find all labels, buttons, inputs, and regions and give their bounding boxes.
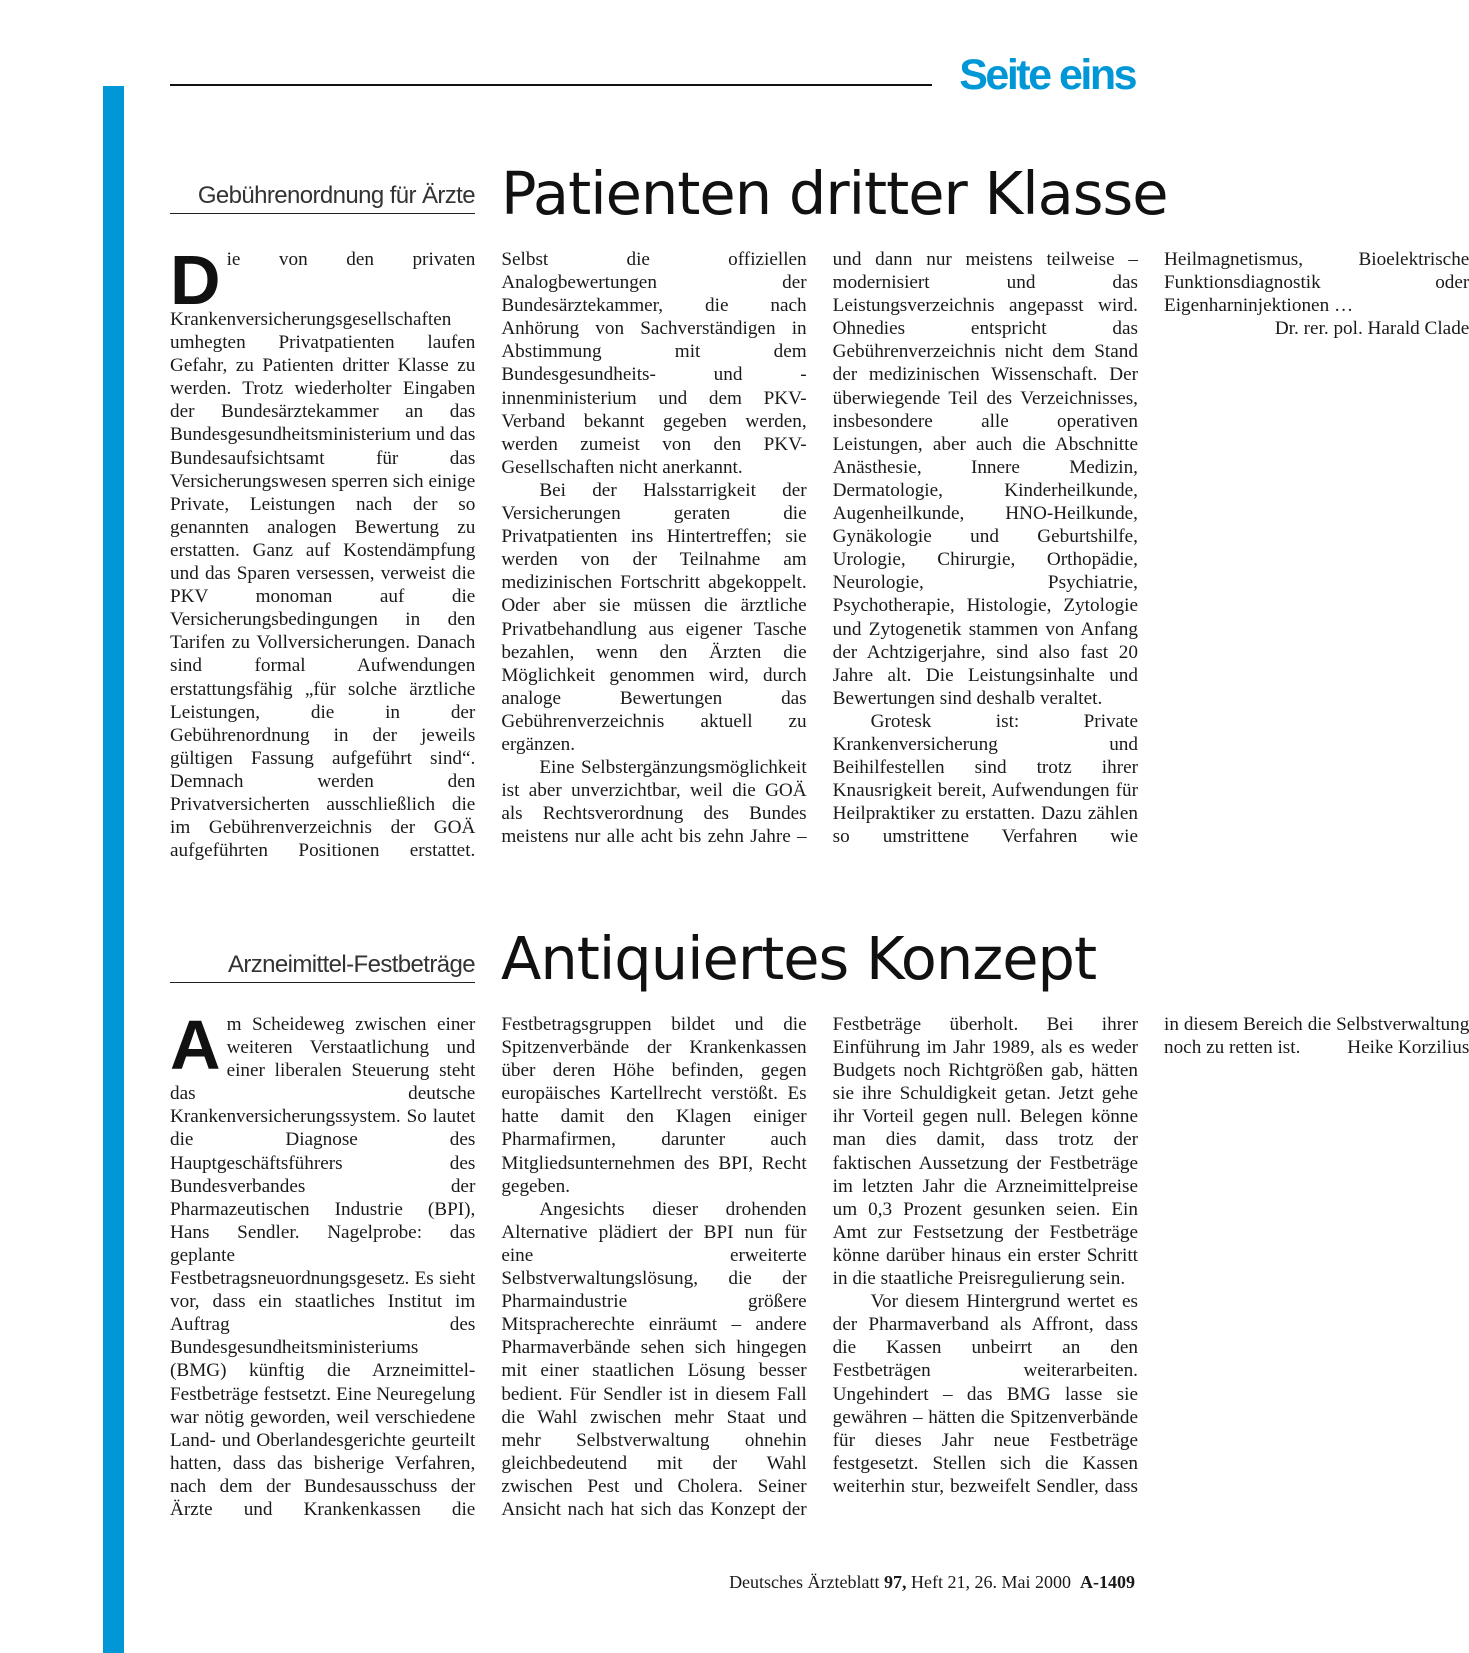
paragraph-text: ie von den privaten Krankenversicherungsgesellschaften umhegten Privatpatienten laufen Gefahr, zu Patienten dritter Klasse zu werden. Trotz wiederholter Eingaben der Bundesärztekammer an das Bundesgesundheitsministerium und das Bundesaufsichtsamt für das Versicherungswesen sperren sich einige Private, Leistungen nach der so genannten analogen Bewertung zu erstatten. Ganz auf Kostendämpfung und das Sparen versessen, verweist die PKV monoman auf die Versicherungsbedingungen in den Tarifen zu Vollversicherungen. Danach sind formal Aufwendungen erstattungsfähig „für solche ärztliche Leistungen, die in der Gebührenordnung in der jeweils gültigen Fassung aufgeführt sind“. Demnach werden den Privatversicherten ausschließlich die im Gebührenverzeichnis der GOÄ aufgeführten Positionen erstattet. Selbst die offiziellen Analogbewertungen der Bundesärztekammer, die nach Anhörung von Sachverständigen in Abstimmung mit dem Bundesgesundheits- und -innenministerium und dem PKV-Verband bekannt gegeben werden, werden zumeist von den PKV-Gesellschaften nicht anerkannt. <box>170 249 807 862</box>
journal-volume: 97, <box>884 1572 907 1592</box>
article-headline: Antiquiertes Konzept <box>501 924 1097 993</box>
body-paragraph: Eine Selbstergänzungsmöglichkeit ist aber unverzichtbar, weil die GOÄ als Rechtsverordnung des Bundes meistens nur alle acht bis zehn Jahre – und dann nur meistens teilweise – modernisiert und das Leistungsverzeichnis angepasst wird. Ohnedies entspricht das Gebührenverzeichnis nicht dem Stand der medizinischen Wissenschaft. Der überwiegende Teil des Verzeichnisses, insbesondere alle operativen Leistungen, aber auch die Abschnitte Anästhesie, Innere Medizin, Dermatologie, Kinderheilkunde, Augenheilkunde, HNO-Heilkunde, Gynäkologie und Geburtshilfe, Urologie, Chirurgie, Orthopädie, Neurologie, Psychiatrie, Psychotherapie, Histologie, Zytologie und Zytogenetik stammen von Anfang der Achtzigerjahre, sind also fast 20 Jahre alt. Die Leistungsinhalte und Bewertungen sind deshalb veraltet. <box>501 249 1138 848</box>
drop-cap: A <box>170 1006 221 1084</box>
article-kicker: Arzneimittel-Festbeträge <box>170 951 475 983</box>
section-title: Seite eins <box>959 51 1135 99</box>
journal-issue: Heft 21, 26. Mai 2000 <box>911 1572 1071 1592</box>
article-headline: Patienten dritter Klasse <box>501 159 1168 228</box>
page-footer <box>729 1572 1135 1593</box>
top-rule <box>170 84 932 86</box>
paragraph-text: m Scheideweg zwischen einer weiteren Verstaatlichung und einer liberalen Steuerung steht das deutsche Krankenversicherungssystem. So lautet die Diagnose des Hauptgeschäftsführers des Bundesverbandes der Pharmazeutischen Industrie (BPI), Hans Sendler. Nagelprobe: das geplante Festbetragsneuordnungsgesetz. Es sieht vor, dass ein staatliches Institut im Auftrag des Bundesgesundheitsministeriums (BMG) künftig die Arzneimittel-Festbeträge festsetzt. Eine Neuregelung war nötig geworden, weil verschiedene Land- und Oberlandesgerichte geurteilt hatten, dass das bisherige Verfahren, nach dem der Bundesausschuss der Ärzte und Krankenkassen die Festbetragsgruppen bildet und die Spitzenverbände der Krankenkassen über deren Höhe befinden, gegen europäisches Kartellrecht verstößt. Es hatte damit den Klagen einiger Pharmafirmen, darunter auch Mitgliedsunternehmen des BPI, Recht gegeben. <box>170 1014 807 1520</box>
journal-name: Deutsches Ärzteblatt <box>729 1572 880 1592</box>
blue-side-bar <box>103 86 124 1653</box>
paragraph-text: Vor diesem Hintergrund wertet es der Pharmaverband als Affront, dass die Kassen unbeirrt an den Festbeträgen weiterarbeiten. Ungehindert – das BMG lasse sie gewähren – hätten die Spitzenverbände für dieses Jahr neue Festbeträge festgesetzt. Stellen sich die Kassen weiterhin stur, bezweifelt Sendler, dass in diesem Bereich die Selbstverwaltung noch zu retten ist. <box>832 1014 1469 1497</box>
drop-cap: D <box>170 241 221 319</box>
paragraph-text: Grotesk ist: Private Krankenversicherung und Beihilfestellen sind trotz ihrer Knausrigkeit bereit, Aufwendungen für Heilpraktiker zu erstatten. Dazu zählen so umstrittene Verfahren wie Heilmagnetismus, Bioelektrische Funktionsdiagnostik oder Eigenharninjektionen … <box>832 249 1469 848</box>
article-kicker: Gebührenordnung für Ärzte <box>170 182 475 214</box>
author-byline: Dr. rer. pol. Harald Clade <box>1274 318 1469 340</box>
body-paragraph: Angesichts dieser drohenden Alternative plädiert der BPI nun für eine erweiterte Selbstverwaltungslösung, die der Pharmaindustrie größere Mitspracherechte einräumt – andere Pharmaverbände sehen sich hingegen mit einer staatlichen Lösung besser bedient. Für Sendler ist in diesem Fall die Wahl zwischen mehr Staat und mehr Selbstverwaltung ohnehin gleichbedeutend mit der Wahl zwischen Pest und Cholera. Seiner Ansicht nach hat sich das Konzept der Festbeträge überholt. Bei ihrer Einführung im Jahr 1989, als es weder Budgets noch Richtgrößen gab, hätten sie ihre Schuldigkeit getan. Jetzt gehe ihr Vorteil gegen null. Belegen könne man dies damit, dass trotz der faktischen Aussetzung der Festbeträge im letzten Jahr die Arzneimittelpreise um 0,3 Prozent gesunken seien. Ein Amt zur Festsetzung der Festbeträge könne darüber hinaus ein erster Schritt in die staatliche Preisregulierung sein. <box>501 1014 1138 1520</box>
page-number: A-1409 <box>1080 1572 1135 1592</box>
author-byline: Heike Korzilius <box>1347 1037 1469 1059</box>
article-body <box>170 241 1469 870</box>
body-paragraph: Bei der Halsstarrigkeit der Versicherungen geraten die Privatpatienten ins Hintertreffen; sie werden von der Teilnahme am medizinischen Fortschritt abgekoppelt. Oder aber sie müssen die ärztliche Privatbehandlung aus eigener Tasche bezahlen, wenn den Ärzten die Möglichkeit genommen wird, durch analoge Bewertungen das Gebührenverzeichnis aktuell zu ergänzen. <box>501 479 807 755</box>
article-body <box>170 1006 1469 1533</box>
